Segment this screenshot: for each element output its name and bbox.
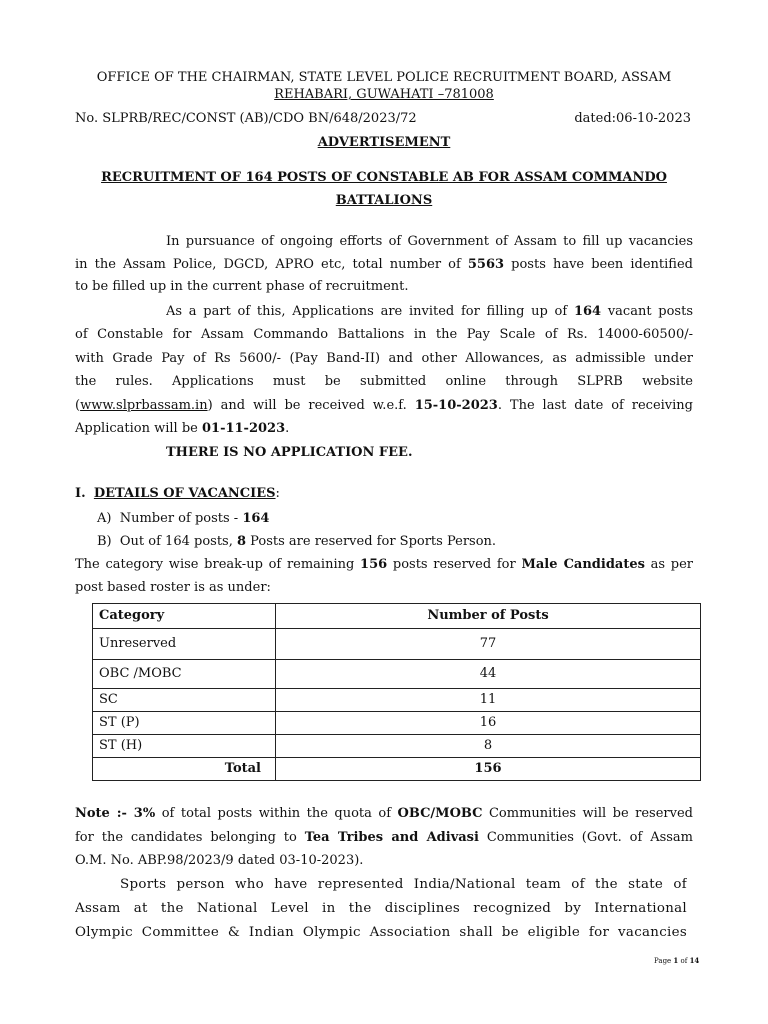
table-row: [93, 629, 701, 660]
column-header-category: Category: [93, 604, 276, 629]
category-cell: ST (P): [93, 712, 276, 735]
para2-text: .: [285, 421, 290, 436]
title-line-2: [0, 193, 768, 209]
para2-text: (: [75, 398, 81, 413]
table-row: [93, 735, 701, 758]
category-cell: SC: [93, 689, 276, 712]
category-cell: Unreserved: [93, 629, 276, 660]
note-line-2: [75, 830, 693, 846]
last-date: 01-11-2023: [201, 421, 286, 436]
column-header-posts: Number of Posts: [276, 604, 701, 629]
para1-line-2: [75, 257, 693, 273]
para2-line-5: [75, 398, 693, 414]
table-total-row: [93, 758, 701, 781]
breakup-value: 156: [360, 557, 388, 572]
title-line-1: [0, 170, 768, 186]
note-text: Communities (Govt. of Assam: [478, 830, 693, 845]
website-link[interactable]: www.slprbassam.in: [80, 398, 208, 413]
office-line-2: [0, 87, 768, 103]
category-cell: OBC /MOBC: [93, 660, 276, 689]
posts-cell: 8: [276, 735, 701, 758]
note-text: for the candidates belonging to: [75, 830, 305, 845]
item-b-text: Posts are reserved for Sports Person.: [246, 534, 497, 549]
vacancy-table: [92, 603, 701, 781]
sports-line-1: Sports person who have represented India/National team of the state of: [120, 877, 687, 892]
sports-line-3: Olympic Committee & Indian Olympic Association shall be eligible for vacancies: [75, 925, 687, 940]
para1-text: in the Assam Police, DGCD, APRO etc, total number of: [75, 257, 468, 272]
breakup-text: The category wise break-up of remaining: [75, 557, 361, 572]
title-text-2: BATTALIONS: [335, 193, 433, 208]
table-row: [93, 689, 701, 712]
section-number: I.: [75, 486, 86, 501]
para1-line-3: to be filled up in the current phase of recruitment.: [75, 279, 409, 294]
title-text-1: RECRUITMENT OF 164 POSTS OF CONSTABLE AB FOR ASSAM COMMANDO: [101, 170, 667, 185]
posts-cell: 16: [276, 712, 701, 735]
section-colon: :: [275, 486, 280, 501]
table-header-row: [93, 604, 701, 629]
page-number: [654, 956, 699, 965]
item-b-text: Out of 164 posts,: [119, 534, 237, 549]
item-a-value: 164: [242, 511, 270, 526]
note-label: Note :-: [75, 806, 127, 821]
para2-line-1: [166, 304, 693, 320]
section-heading: [75, 486, 280, 502]
no-fee-notice: [166, 445, 412, 461]
page-label: Page: [654, 957, 674, 965]
item-a-label: A): [97, 511, 112, 526]
note-obc: OBC/MOBC: [397, 806, 483, 821]
page-of: of: [678, 957, 690, 965]
table-row: [93, 712, 701, 735]
item-b-value: 8: [236, 534, 247, 549]
breakup-text: as per: [644, 557, 693, 572]
item-a-text: Number of posts -: [119, 511, 243, 526]
advertisement-heading: [0, 135, 768, 151]
para2-text: . The last date of receiving: [497, 398, 693, 413]
para2-line-4: the rules. Applications must be submitted online through SLPRB website: [75, 374, 693, 389]
start-date: 15-10-2023: [414, 398, 498, 413]
total-value: 156: [276, 758, 701, 781]
note-tea-tribes: Tea Tribes and Adivasi: [304, 830, 479, 845]
total-posts-value: 5563: [467, 257, 505, 272]
para2-text: As a part of this, Applications are invited for filling up of: [166, 304, 574, 319]
advertisement-label: ADVERTISEMENT: [317, 135, 451, 150]
posts-cell: 44: [276, 660, 701, 689]
para2-text: vacant posts: [601, 304, 693, 319]
page-total: 14: [689, 956, 700, 965]
breakup-line-2: post based roster is as under:: [75, 580, 271, 595]
item-b-label: B): [97, 534, 112, 549]
para2-text: ) and will be received w.e.f.: [207, 398, 415, 413]
male-candidates: Male Candidates: [521, 557, 645, 572]
total-label: Total: [93, 758, 276, 781]
note-text: of total posts within the quota of: [155, 806, 398, 821]
page-current: 1: [673, 956, 679, 965]
no-fee-text: THERE IS NO APPLICATION FEE.: [166, 445, 413, 460]
document-date: dated:06-10-2023: [574, 111, 691, 126]
para1-line-1: In pursuance of ongoing efforts of Government of Assam to fill up vacancies: [166, 234, 693, 249]
note-line-1: [75, 806, 693, 822]
para2-line-3: with Grade Pay of Rs 5600/- (Pay Band-II) and other Allowances, as admissible under: [75, 351, 693, 366]
vacant-posts-value: 164: [573, 304, 602, 319]
table-row: [93, 660, 701, 689]
breakup-text: posts reserved for: [387, 557, 522, 572]
category-cell: ST (H): [93, 735, 276, 758]
section-title: DETAILS OF VACANCIES: [93, 486, 276, 501]
office-line-1: OFFICE OF THE CHAIRMAN, STATE LEVEL POLICE RECRUITMENT BOARD, ASSAM: [96, 70, 672, 85]
para1-text: posts have been identified: [504, 257, 693, 272]
note-line-3: O.M. No. ABP.98/2023/9 dated 03-10-2023).: [75, 853, 364, 868]
sports-line-2: Assam at the National Level in the disciplines recognized by International: [75, 901, 687, 916]
para2-line-6: [75, 421, 289, 437]
breakup-line-1: [75, 557, 693, 573]
para2-line-2: of Constable for Assam Commando Battalions in the Pay Scale of Rs. 14000-60500/-: [75, 327, 693, 342]
posts-cell: 11: [276, 689, 701, 712]
note-percent: 3%: [126, 806, 156, 821]
note-text: Communities will be reserved: [482, 806, 693, 821]
item-b: [97, 534, 496, 550]
para2-text: Application will be: [75, 421, 202, 436]
office-address: REHABARI, GUWAHATI –781008: [274, 87, 494, 102]
item-a: [97, 511, 269, 527]
reference-number: No. SLPRB/REC/CONST (AB)/CDO BN/648/2023/72: [75, 111, 417, 126]
posts-cell: 77: [276, 629, 701, 660]
